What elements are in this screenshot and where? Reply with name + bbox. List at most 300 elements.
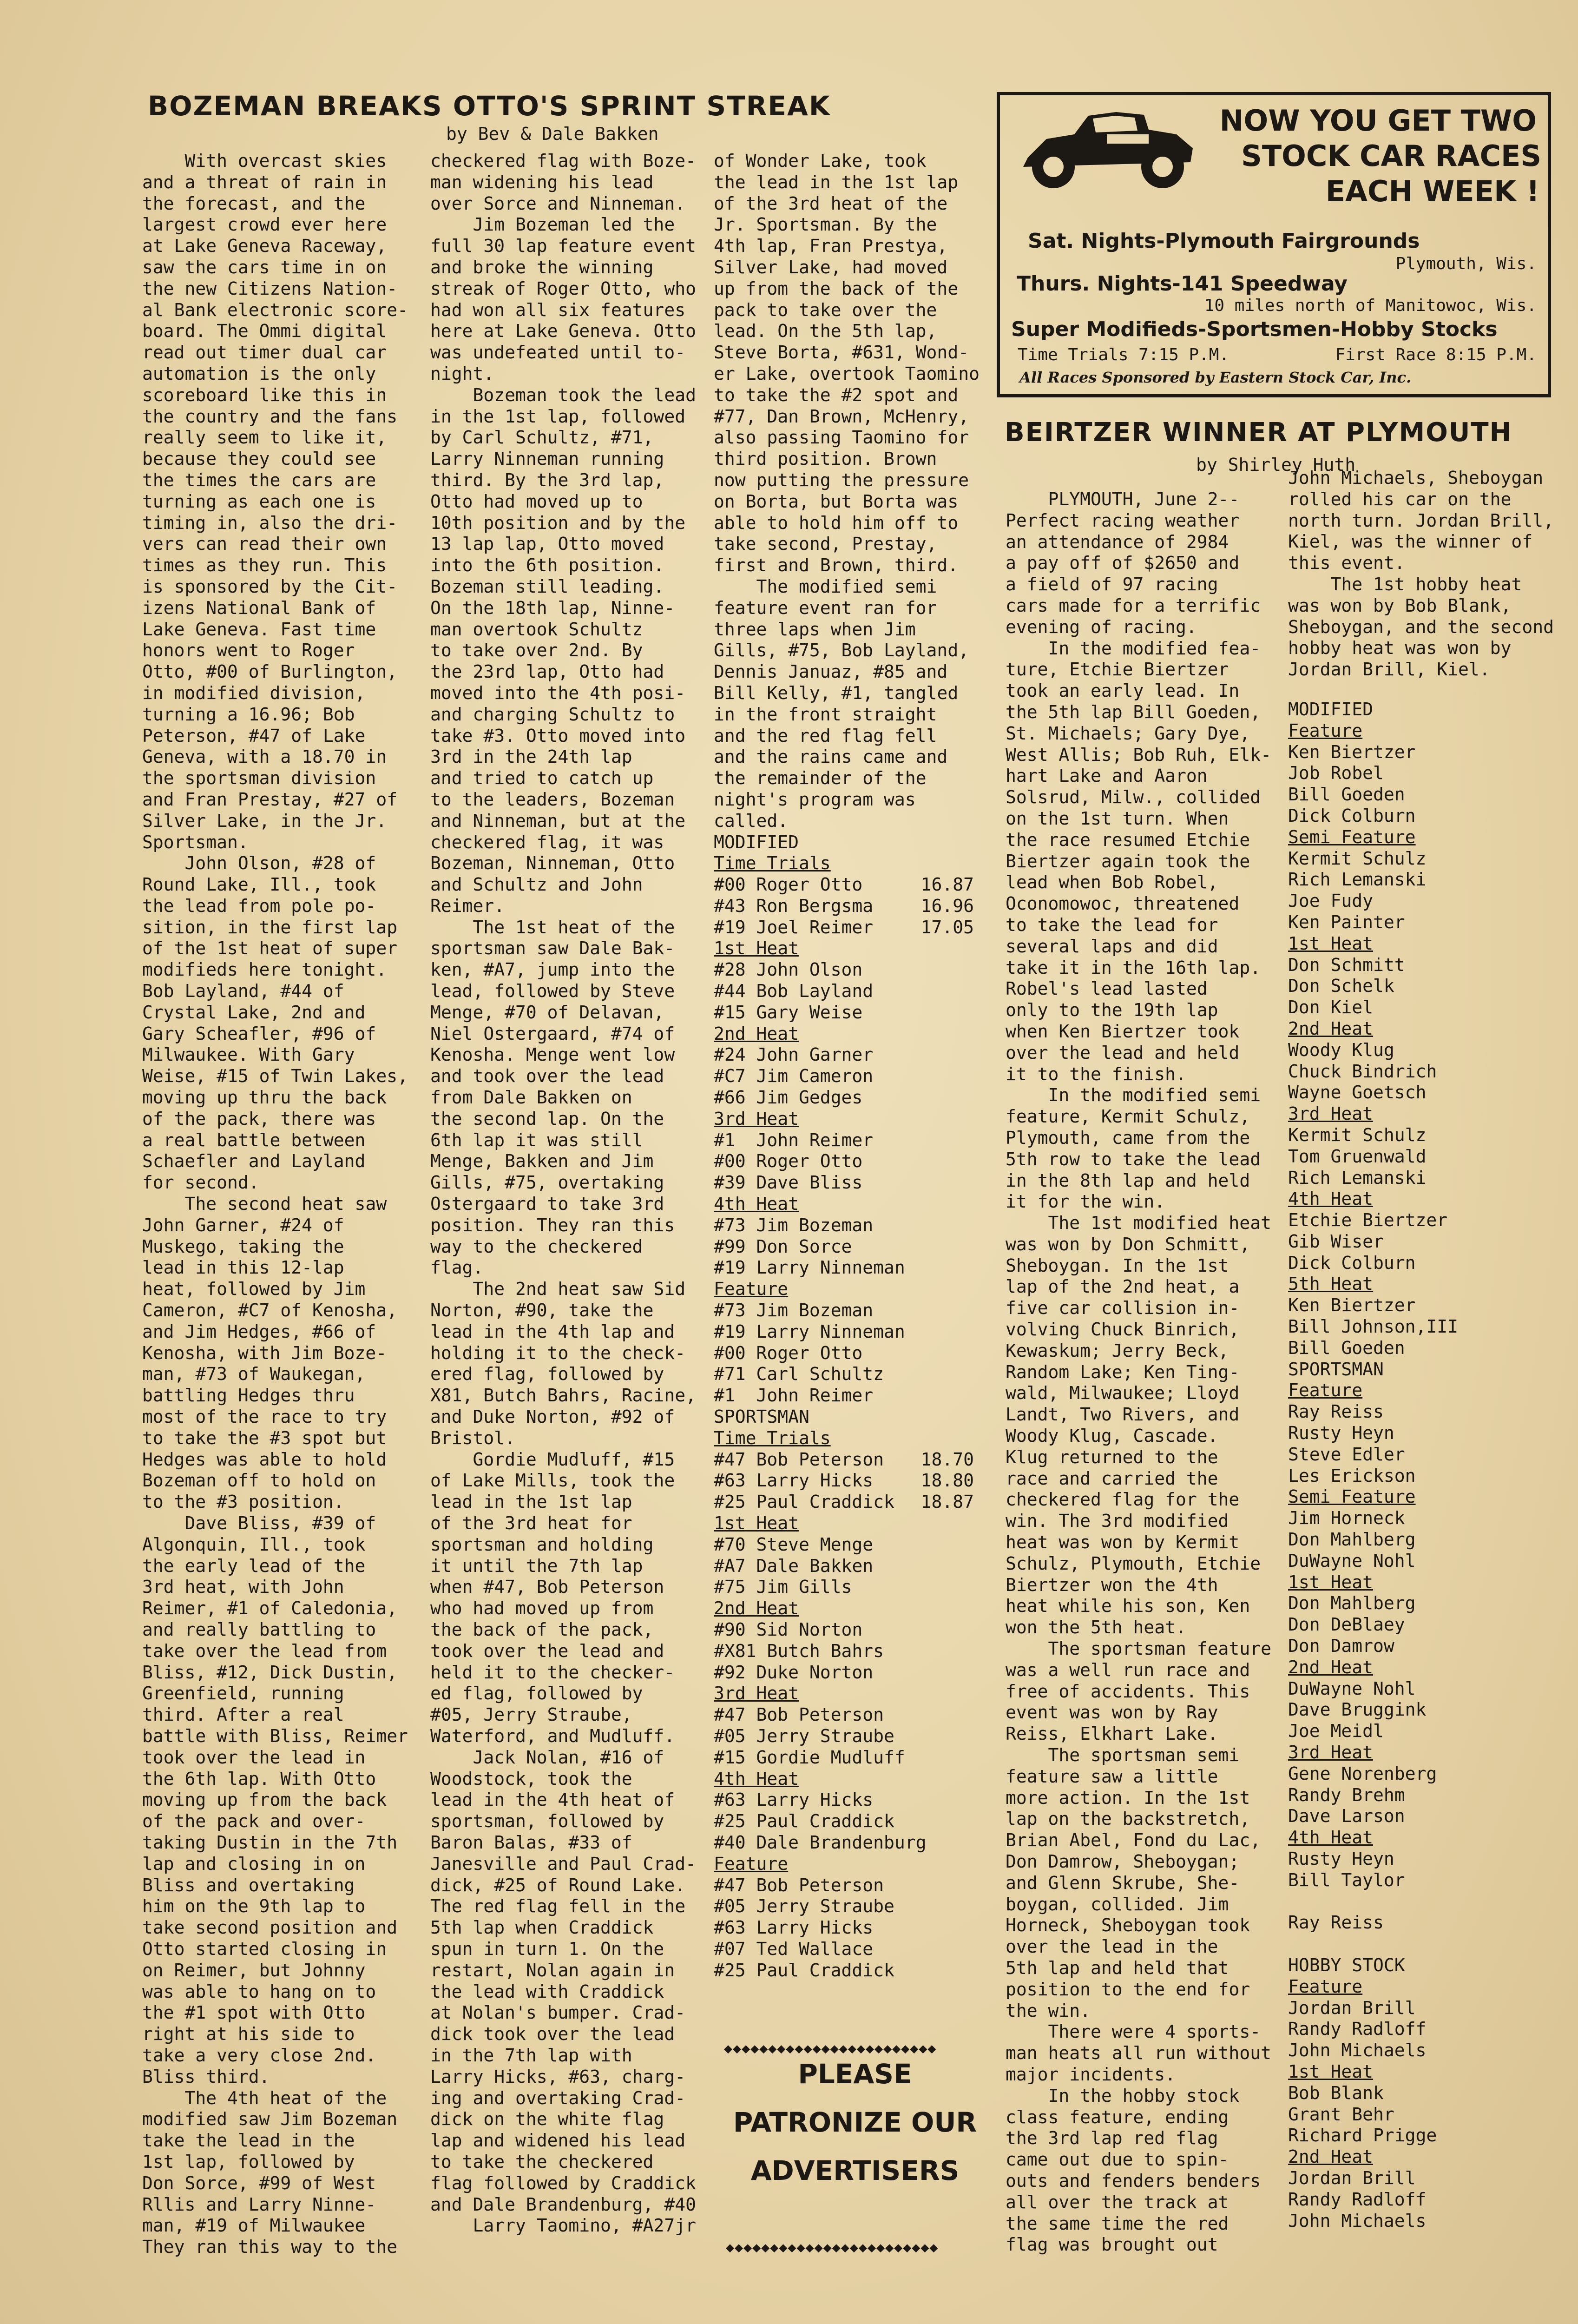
text-line: and Duke Norton, #92 of — [430, 1406, 675, 1427]
text-line: north turn. Jordan Brill, — [1288, 510, 1554, 531]
results-name: Randy Brehm — [1288, 1784, 1405, 1805]
results-subheading — [714, 1854, 974, 1875]
results-subheading — [1288, 720, 1567, 742]
results-row — [1288, 742, 1567, 763]
text-line: Niel Ostergaard, #74 of — [430, 1023, 675, 1044]
text-line: Menge, #70 of Delavan, — [430, 1002, 664, 1023]
results-row — [1288, 1870, 1567, 1891]
text-line: sportsman saw Dale Bak- — [430, 938, 675, 959]
text-line: the lead in the 1st lap — [714, 172, 959, 192]
text-line: flag was brought out — [1006, 2234, 1218, 2255]
results-name: MODIFIED — [1288, 699, 1374, 720]
results-name: 3rd Heat — [1288, 1742, 1374, 1763]
results-subheading — [714, 1683, 974, 1704]
text-line: was undefeated until to- — [430, 342, 686, 363]
text-line: position to the end for — [1006, 1979, 1250, 2000]
results-row — [714, 1662, 974, 1684]
results-name: #63 Larry Hicks — [714, 1470, 874, 1491]
results-name: #1 John Reimer — [714, 1129, 874, 1150]
text-line: West Allis; Bob Ruh, Elk- — [1006, 744, 1271, 765]
text-line: honors went to Roger — [142, 640, 355, 661]
text-line: In the hobby stock — [1006, 2085, 1240, 2106]
text-line: sportsman, followed by — [430, 1811, 664, 1832]
text-line: Baron Balas, #33 of — [430, 1832, 632, 1853]
text-line: board. The Ommi digital — [142, 321, 387, 342]
results-name: Jim Horneck — [1288, 1508, 1405, 1529]
text-line: it to the finish. — [1006, 1063, 1186, 1084]
text-line: checkered flag for the — [1006, 1489, 1240, 1510]
results-row — [1288, 976, 1567, 997]
text-line: to take the #3 spot but — [142, 1427, 387, 1448]
results-name: Jordan Brill — [1288, 1997, 1416, 2018]
results-name: Time Trials — [714, 853, 831, 874]
article-headline-beirtzer: BEIRTZER WINNER AT PLYMOUTH — [1005, 417, 1512, 448]
results-row — [1288, 1678, 1567, 1700]
text-line: taking Dustin in the 7th — [142, 1832, 398, 1853]
results-subheading — [714, 1513, 974, 1534]
text-line: Reimer, #1 of Caledonia, — [142, 1598, 398, 1619]
text-line: Don Sorce, #99 of West — [142, 2172, 376, 2193]
results-row — [714, 896, 974, 917]
results-subheading — [1288, 933, 1567, 955]
results-name: #05 Jerry Straube — [714, 1725, 894, 1746]
text-line: Bob Layland, #44 of — [142, 981, 344, 1002]
results-subheading — [1288, 1572, 1567, 1593]
results-name: Bob Blank — [1288, 2082, 1384, 2103]
results-row — [714, 1534, 974, 1556]
text-line: man, #73 of Waukegan, — [142, 1364, 366, 1385]
text-line: the forecast, and the — [142, 193, 366, 214]
text-line: took an early lead. In — [1006, 680, 1240, 701]
text-line: spun in turn 1. On the — [430, 1938, 664, 1959]
text-line: the lead from pole po- — [142, 895, 376, 916]
text-line: Larry Hicks, #63, charg- — [430, 2066, 686, 2087]
text-line: The 1st hobby heat — [1288, 574, 1522, 594]
text-line: turning as each one is — [142, 491, 376, 512]
results-subheading — [1288, 827, 1567, 848]
results-row — [714, 959, 974, 981]
text-line: of the pack, there was — [142, 1108, 376, 1129]
text-line: Otto had moved up to — [430, 491, 643, 512]
text-line: more action. In the 1st — [1006, 1787, 1250, 1808]
results-name: Don Damrow — [1288, 1636, 1394, 1657]
ad-saturday-location: Plymouth, Wis. — [1395, 254, 1537, 273]
text-line: hobby heat was won by — [1288, 638, 1512, 659]
results-name: 1st Heat — [1288, 933, 1374, 954]
results-name: Grant Behr — [1288, 2104, 1394, 2125]
results-name: #19 Joel Reimer — [714, 917, 874, 938]
text-line: feature, Kermit Schulz, — [1006, 1106, 1250, 1127]
results-name: Gib Wiser — [1288, 1231, 1384, 1252]
text-line: five car collision in- — [1006, 1298, 1240, 1319]
results-row — [714, 1939, 974, 1960]
results-row — [714, 1215, 974, 1236]
text-line: Brian Abel, Fond du Lac, — [1006, 1830, 1261, 1851]
results-name: Feature — [714, 1279, 789, 1300]
results-name: 4th Heat — [714, 1194, 799, 1215]
text-line: the 6th lap. With Otto — [142, 1768, 376, 1789]
text-line: the 23rd lap, Otto had — [430, 661, 664, 682]
results-row — [1288, 2040, 1567, 2061]
results-name: 2nd Heat — [714, 1598, 799, 1619]
text-line: of the pack and over- — [142, 1811, 366, 1832]
results-row — [714, 1832, 974, 1854]
text-line: really seem to like it, — [142, 427, 387, 448]
text-line: the same time the red — [1006, 2213, 1229, 2234]
text-line: took over the lead in — [142, 1747, 366, 1768]
text-line: to the leaders, Bozeman — [430, 789, 675, 810]
text-line: to take the #2 spot and — [714, 384, 959, 405]
results-row — [714, 1364, 974, 1385]
text-line: timing in, also the dri- — [142, 512, 398, 533]
results-subheading — [714, 1279, 974, 1300]
text-line: and a threat of rain in — [142, 172, 387, 192]
text-line: feature saw a little — [1006, 1766, 1218, 1787]
text-line: Norton, #90, take the — [430, 1300, 654, 1321]
results-name: 2nd Heat — [1288, 2146, 1374, 2167]
text-line: third. By the 3rd lap, — [430, 469, 664, 490]
text-line: Kenosha. Menge went low — [430, 1044, 675, 1065]
results-name: Ray Reiss — [1288, 1912, 1384, 1933]
diamond-rule-bottom: ◆◆◆◆◆◆◆◆◆◆◆◆◆◆◆◆◆◆◆◆◆◆◆◆ — [726, 2239, 939, 2256]
results-name: Don Schelk — [1288, 976, 1394, 997]
text-line: 6th lap it was still — [430, 1129, 643, 1150]
text-line: Sheboygan. In the 1st — [1006, 1255, 1229, 1276]
text-line: full 30 lap feature event — [430, 236, 696, 257]
text-line: lead in this 12-lap — [142, 1257, 344, 1278]
text-line: PLYMOUTH, June 2-- — [1006, 489, 1240, 509]
text-line: heat, followed by Jim — [142, 1279, 366, 1300]
results-row — [714, 1619, 974, 1641]
results-name: Bill Johnson,III — [1288, 1316, 1459, 1337]
text-line: wald, Milwaukee; Lloyd — [1006, 1383, 1240, 1404]
article2-column-1 — [1006, 489, 1294, 2256]
text-line: 10th position and by the — [430, 512, 686, 533]
results-name: Ken Painter — [1288, 911, 1405, 932]
text-line: St. Michaels; Gary Dye, — [1006, 723, 1250, 744]
text-line: 1st lap, followed by — [142, 2151, 355, 2172]
results-row — [714, 1236, 974, 1258]
text-line: Don Damrow, Sheboygan; — [1006, 1851, 1240, 1872]
text-line: for second. — [142, 1172, 259, 1193]
text-line: Perfect racing weather — [1006, 510, 1240, 531]
results-row — [714, 1321, 974, 1343]
text-line: Jordan Brill, Kiel. — [1288, 659, 1490, 680]
text-line: In the modified semi — [1006, 1085, 1261, 1106]
results-subheading — [1288, 1103, 1567, 1125]
results-row — [1288, 1636, 1567, 1657]
text-line: the back of the pack, — [430, 1619, 654, 1640]
results-row — [714, 1875, 974, 1896]
text-line: major incidents. — [1006, 2064, 1176, 2085]
results-row — [714, 1747, 974, 1769]
text-line: The sportsman feature — [1006, 1638, 1271, 1659]
text-line: an attendance of 2984 — [1006, 531, 1229, 552]
text-line: and really battling to — [142, 1619, 376, 1640]
results-name: MODIFIED — [714, 832, 799, 852]
text-line: Horneck, Sheboygan took — [1006, 1915, 1250, 1936]
text-line: in the 7th lap with — [430, 2045, 632, 2066]
results-name: John Michaels — [1288, 2040, 1427, 2061]
text-line: take it in the 16th lap. — [1006, 957, 1261, 978]
results-name: 2nd Heat — [1288, 1657, 1374, 1677]
text-line: in the 8th lap and held — [1006, 1170, 1250, 1191]
text-line: Oconomowoc, threatened — [1006, 893, 1240, 914]
text-line: of Lake Mills, took the — [430, 1470, 675, 1491]
results-row — [1288, 699, 1567, 720]
text-line: Weise, #15 of Twin Lakes, — [142, 1066, 408, 1087]
text-line: Dennis Januaz, #85 and — [714, 661, 948, 682]
text-line: hart Lake and Aaron — [1006, 766, 1208, 786]
text-line: held it to the checker- — [430, 1662, 675, 1683]
text-line: called. — [714, 810, 789, 831]
results-name: Les Erickson — [1288, 1465, 1416, 1486]
text-line: modified saw Jim Bozeman — [142, 2109, 398, 2130]
results-row — [1288, 1785, 1567, 1806]
results-row — [714, 1087, 974, 1109]
text-line: Bozeman off to hold on — [142, 1470, 376, 1491]
text-line: saw the cars time in on — [142, 257, 387, 277]
text-line: With overcast skies — [142, 151, 387, 171]
results-row — [1288, 1146, 1567, 1168]
results-row — [1288, 1529, 1567, 1551]
results-row — [1288, 1763, 1567, 1785]
results-name: 2nd Heat — [714, 1023, 799, 1044]
text-line: cars made for a terrific — [1006, 595, 1261, 616]
text-line: way to the checkered — [430, 1236, 643, 1257]
results-name — [1288, 1934, 1567, 1955]
text-line: here at Lake Geneva. Otto — [430, 321, 696, 342]
text-line: when #47, Bob Peterson — [430, 1577, 664, 1598]
text-line: boygan, collided. Jim — [1006, 1894, 1229, 1915]
text-line: There were 4 sports- — [1006, 2021, 1261, 2042]
text-line: Greenfield, running — [142, 1683, 344, 1704]
results-name: SPORTSMAN — [714, 1406, 809, 1427]
article1-column-1 — [142, 151, 421, 2258]
text-line: Rllis and Larry Ninne- — [142, 2194, 376, 2215]
results-row — [714, 1704, 974, 1726]
text-line: Jim Bozeman led the — [430, 214, 675, 235]
text-line: rolled his car on the — [1288, 489, 1512, 509]
text-line: John Garner, #24 of — [142, 1215, 344, 1235]
text-line: the win. — [1006, 2000, 1091, 2021]
text-line: The 1st heat of the — [430, 917, 675, 938]
results-name: #47 Bob Peterson — [714, 1449, 884, 1470]
race-car-illustration — [1009, 102, 1204, 195]
results-name: 3rd Heat — [1288, 1103, 1374, 1124]
results-row — [714, 1470, 974, 1492]
results-row — [1288, 1614, 1567, 1636]
text-line: checkered flag, it was — [430, 832, 664, 852]
text-line: the remainder of the — [714, 768, 927, 789]
text-line: over the lead in the — [1006, 1936, 1218, 1957]
results-name: Don Mahlberg — [1288, 1593, 1416, 1614]
text-line: Milwaukee. With Gary — [142, 1044, 355, 1065]
results-name: 4th Heat — [1288, 1188, 1374, 1209]
text-line: times as they run. This — [142, 555, 387, 576]
results-name: 5th Heat — [1288, 1274, 1374, 1294]
results-name: Dick Colburn — [1288, 1252, 1416, 1273]
text-line: Landt, Two Rivers, and — [1006, 1404, 1240, 1425]
results-name: #25 Paul Craddick — [714, 1960, 894, 1981]
text-line: Bliss third. — [142, 2066, 270, 2087]
text-line: and Schultz and John — [430, 874, 643, 895]
results-name: Bill Goeden — [1288, 1337, 1405, 1358]
text-line: first and Brown, third. — [714, 555, 959, 576]
results-subheading — [714, 938, 974, 959]
ad-title-line-3: EACH WEEK ! — [1325, 174, 1539, 208]
text-line: Janesville and Paul Crad- — [430, 1853, 696, 1874]
text-line: and Dale Brandenburg, #40 — [430, 2194, 696, 2215]
text-line: take second position and — [142, 1917, 398, 1938]
text-line: the race resumed Etchie — [1006, 829, 1250, 850]
patronize-line-3: ADVERTISERS — [750, 2155, 960, 2186]
text-line: Ostergaard to take 3rd — [430, 1194, 664, 1215]
results-name: Bill Taylor — [1288, 1869, 1405, 1890]
results-name: 3rd Heat — [714, 1108, 799, 1129]
text-line: Silver Lake, in the Jr. — [142, 810, 387, 831]
results-row — [1288, 1891, 1567, 1913]
text-line: and Jim Hedges, #66 of — [142, 1321, 376, 1342]
results-name: 1st Heat — [714, 1513, 799, 1533]
text-line: on Borta, but Borta was — [714, 491, 959, 512]
article2-column-2 — [1288, 468, 1567, 2232]
text-line: scoreboard like this in — [142, 384, 387, 405]
text-line: Otto started closing in — [142, 1938, 387, 1959]
results-subheading — [1288, 2146, 1567, 2168]
text-line: take over the lead from — [142, 1640, 387, 1661]
stock-car-advertisement — [997, 92, 1551, 397]
text-line: it for the win. — [1006, 1191, 1165, 1212]
text-line: take a very close 2nd. — [142, 2045, 376, 2066]
text-line: the times the cars are — [142, 469, 376, 490]
results-name: John Michaels — [1288, 2210, 1427, 2231]
results-subheading — [1288, 1018, 1567, 1040]
ad-title-line-2: STOCK CAR RACES — [1241, 139, 1541, 173]
text-line: came out due to spin- — [1006, 2149, 1229, 2170]
results-subheading — [714, 1023, 974, 1045]
results-row — [1288, 2125, 1567, 2146]
text-line: Bozeman took the lead — [430, 384, 696, 405]
results-name: Feature — [714, 1853, 789, 1874]
text-line: win. The 3rd modified — [1006, 1511, 1229, 1532]
results-row — [714, 981, 974, 1002]
text-line: volving Chuck Binrich, — [1006, 1319, 1240, 1340]
text-line: in the 1st lap, followed — [430, 406, 686, 427]
results-row — [1288, 912, 1567, 933]
text-line: lap and closing in on — [142, 1853, 366, 1874]
text-line: Muskego, taking the — [142, 1236, 344, 1257]
results-name: 1st Heat — [1288, 1571, 1374, 1592]
results-row — [1288, 1508, 1567, 1529]
text-line: Biertzer won the 4th — [1006, 1574, 1218, 1595]
results-name: SPORTSMAN — [1288, 1359, 1384, 1380]
text-line: heat was won by Kermit — [1006, 1532, 1240, 1553]
text-line: into the 6th position. — [430, 555, 664, 576]
results-name: #24 John Garner — [714, 1044, 874, 1065]
results-spacer — [1288, 680, 1567, 699]
results-name: 1st Heat — [1288, 2061, 1374, 2082]
text-line: event was won by Ray — [1006, 1702, 1218, 1723]
text-line: X81, Butch Bahrs, Racine, — [430, 1385, 696, 1406]
results-row — [1288, 891, 1567, 912]
text-line: take #3. Otto moved into — [430, 725, 686, 746]
text-line: Jack Nolan, #16 of — [430, 1747, 664, 1768]
text-line: to the #3 position. — [142, 1492, 344, 1512]
text-line: in modified division, — [142, 682, 366, 703]
results-subheading — [1288, 1380, 1567, 1401]
results-row — [714, 1811, 974, 1832]
text-line: Bliss, #12, Dick Dustin, — [142, 1662, 398, 1683]
text-line: The 2nd heat saw Sid — [430, 1279, 686, 1300]
text-line: Bill Kelly, #1, tangled — [714, 682, 959, 703]
results-row — [1288, 2168, 1567, 2189]
results-subheading — [714, 853, 974, 874]
results-name: #00 Roger Otto — [714, 1151, 863, 1172]
patronize-line-2: PATRONIZE OUR — [733, 2106, 977, 2138]
results-subheading — [714, 1428, 974, 1449]
results-row — [1288, 1040, 1567, 1061]
text-line: the 3rd lap red flag — [1006, 2128, 1218, 2149]
results-row — [714, 1257, 974, 1279]
results-name: #X81 Butch Bahrs — [714, 1640, 884, 1661]
text-line: Random Lake; Ken Ting- — [1006, 1361, 1240, 1382]
results-row — [714, 1343, 974, 1364]
results-row — [714, 1172, 974, 1194]
results-row — [714, 1789, 974, 1811]
text-line: take second, Prestay, — [714, 534, 937, 555]
results-row — [1288, 1061, 1567, 1083]
text-line: the new Citizens Nation- — [142, 278, 398, 299]
text-line: John Michaels, Sheboygan — [1288, 468, 1544, 488]
text-line: won the 5th heat. — [1006, 1617, 1186, 1638]
results-name: Feature — [1288, 1380, 1363, 1401]
text-line: the country and the fans — [142, 406, 398, 427]
results-name: Bill Goeden — [1288, 784, 1405, 805]
text-line: and the rains came and — [714, 746, 948, 767]
text-line: Gills, #75, Bob Layland, — [714, 640, 969, 661]
text-line: of the 3rd heat for — [430, 1513, 632, 1533]
results-name: Kermit Schulz — [1288, 848, 1427, 869]
text-line: al Bank electronic score- — [142, 299, 408, 320]
results-row — [1288, 2083, 1567, 2104]
results-name: Don Schmitt — [1288, 954, 1405, 975]
results-name: DuWayne Nohl — [1288, 1550, 1416, 1571]
results-name: Dave Bruggink — [1288, 1699, 1427, 1720]
text-line: lap on the backstretch, — [1006, 1809, 1250, 1829]
text-line: dick, #25 of Round Lake. — [430, 1875, 686, 1895]
text-line: largest crowd ever here — [142, 214, 387, 235]
text-line: sition, in the first lap — [142, 917, 398, 938]
text-line: Woody Klug, Cascade. — [1006, 1426, 1218, 1446]
results-name: HOBBY STOCK — [1288, 1954, 1405, 1975]
results-name: #71 Carl Schultz — [714, 1364, 884, 1385]
results-row — [1288, 1316, 1567, 1338]
text-line: by Carl Schultz, #71, — [430, 427, 654, 448]
text-line: lap and widened his lead — [430, 2130, 686, 2151]
text-line: In the modified fea- — [1006, 638, 1261, 659]
text-line: Biertzer again took the — [1006, 851, 1250, 872]
results-name: 2nd Heat — [1288, 1018, 1374, 1039]
text-line: it until the 7th lap — [430, 1555, 643, 1576]
ad-time-trials: Time Trials 7:15 P.M. — [1018, 345, 1230, 364]
text-line: third. After a real — [142, 1704, 344, 1725]
results-row — [714, 1896, 974, 1917]
text-line: izens National Bank of — [142, 597, 376, 618]
results-name: Dick Colburn — [1288, 805, 1416, 826]
text-line: Round Lake, Ill., took — [142, 874, 376, 895]
results-row — [1288, 1210, 1567, 1231]
